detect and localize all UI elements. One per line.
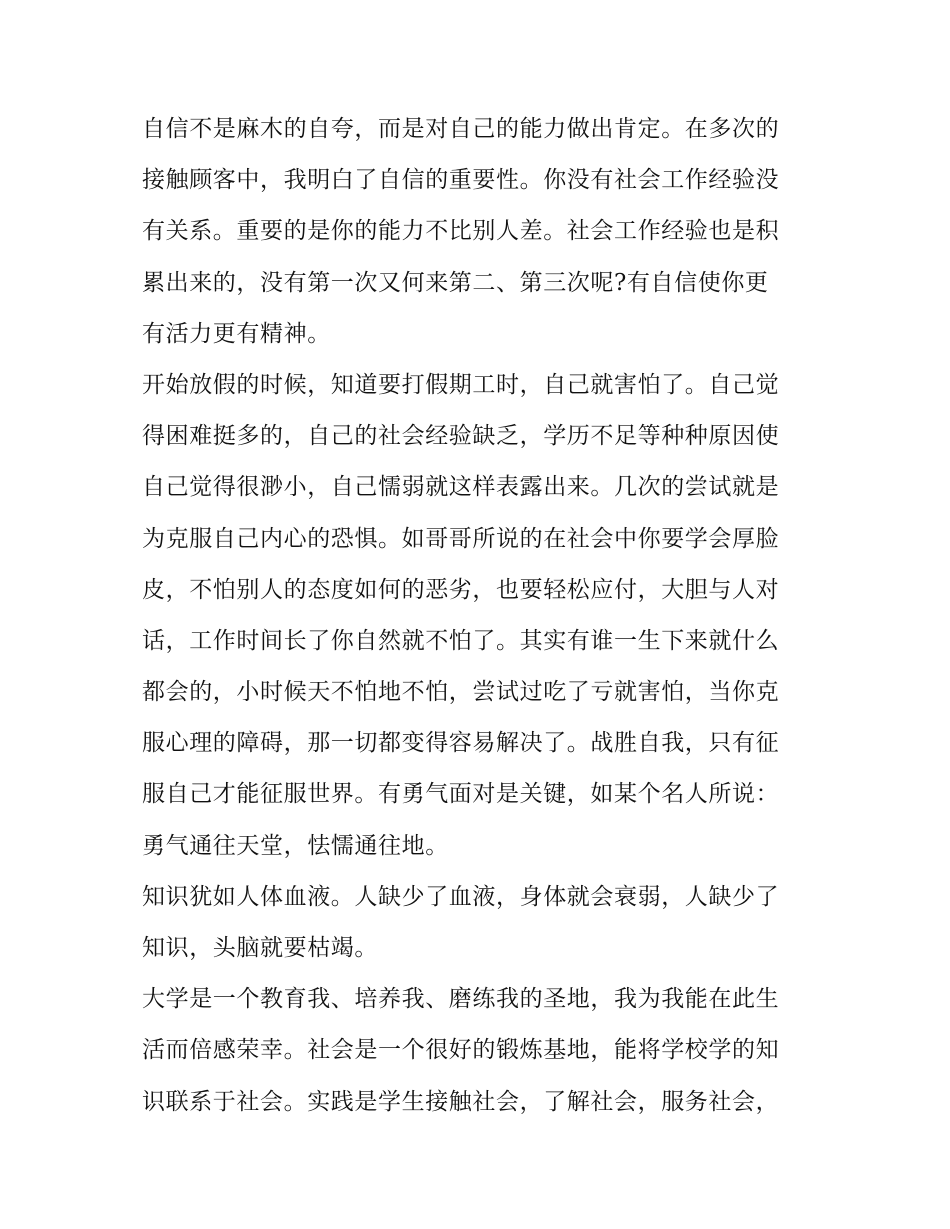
paragraph-courage bbox=[142, 360, 814, 872]
text-line: 勇气通往天堂，怯懦通往地。 bbox=[142, 832, 449, 859]
paragraph-knowledge bbox=[142, 872, 814, 974]
text-line: 得困难挺多的，自己的社会经验缺乏，学历不足等种种原因使 bbox=[142, 423, 780, 450]
text-line: 自信不是麻木的自夸，而是对自己的能力做出肯定。在多次的 bbox=[142, 116, 780, 142]
text-line: 知识犹如人体血液。人缺少了血液，身体就会衰弱，人缺少了 bbox=[142, 883, 780, 910]
text-line: 自己觉得很渺小，自己懦弱就这样表露出来。几次的尝试就是 bbox=[142, 474, 780, 501]
body-text bbox=[142, 104, 814, 1128]
text-line: 接触顾客中，我明白了自信的重要性。你没有社会工作经验没 bbox=[142, 167, 780, 194]
text-line: 识联系于社会。实践是学生接触社会，了解社会，服务社会， bbox=[142, 1088, 780, 1115]
text-line: 服心理的障碍，那一切都变得容易解决了。战胜自我，只有征 bbox=[142, 730, 780, 757]
text-line: 大学是一个教育我、培养我、磨练我的圣地，我为我能在此生 bbox=[142, 986, 780, 1013]
paragraph-university bbox=[142, 974, 814, 1128]
text-line: 皮，不怕别人的态度如何的恶劣，也要轻松应付，大胆与人对 bbox=[142, 576, 780, 603]
text-line: 都会的，小时候天不怕地不怕，尝试过吃了亏就害怕，当你克 bbox=[142, 679, 780, 706]
text-line: 有关系。重要的是你的能力不比别人差。社会工作经验也是积 bbox=[142, 218, 780, 245]
paragraph-confidence bbox=[142, 104, 814, 360]
text-line: 开始放假的时候，知道要打假期工时，自己就害怕了。自己觉 bbox=[142, 371, 780, 398]
text-line: 有活力更有精神。 bbox=[142, 320, 331, 347]
text-line: 活而倍感荣幸。社会是一个很好的锻炼基地，能将学校学的知 bbox=[142, 1037, 780, 1064]
text-line: 服自己才能征服世界。有勇气面对是关键，如某个名人所说： bbox=[142, 781, 780, 808]
text-line: 话，工作时间长了你自然就不怕了。其实有谁一生下来就什么 bbox=[142, 627, 780, 654]
text-line: 知识，头脑就要枯竭。 bbox=[142, 935, 378, 961]
text-line: 为克服自己内心的恐惧。如哥哥所说的在社会中你要学会厚脸 bbox=[142, 525, 780, 552]
text-line: 累出来的，没有第一次又何来第二、第三次呢?有自信使你更 bbox=[142, 269, 769, 296]
